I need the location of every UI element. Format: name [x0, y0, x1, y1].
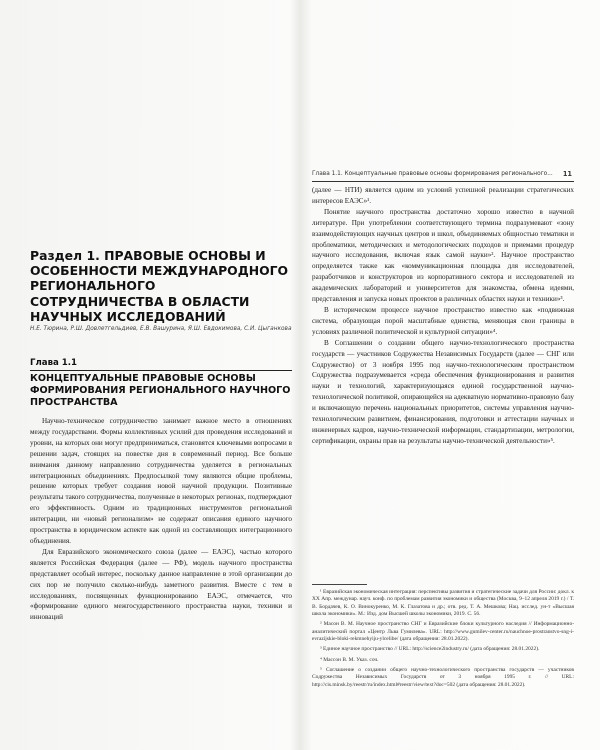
- footnote-rule: [312, 584, 367, 585]
- paragraph: Научно-техническое сотрудничество занимает важное место в отношениях между государствами. Формы коллективных усилий для проведения исследований и уровни, на которых они могут предприниматься, становятся ключевыми вопросами в решении задач, стоящих на повестке дня в современный период. Все больше внимания данному направлению сотрудничества уделяется в региональных интеграционных объединениях. Предпосылкой тому являются общие проблемы, решение которых требует создания новой научной продукции. Позитивные результаты такого сотрудничества, полученные в некоторых регионах, подтверждают его эффективность. Одним из традиционных инструментов региональной интеграции, ни «новый регионализм» не содержат описания единого научного пространства в юридическом аспекте как одной из составляющих интеграционного объединения.: [30, 417, 292, 545]
- footnote: ¹ Евразийская экономическая интеграция: перспективы развития и стратегические задачи для России: докл. к XX Апр. междунар. науч. конф. по проблемам развития экономики и общества (Москва, 9–12 апреля 2019 г.) / Т. В. Бордачев, К. О. Винокуренко, М. К. Глазатова и др.; отв. ред. Т. А. Мешкова; Нац. исслед. ун-т «Высшая школа экономики». М.: Изд. дом Высшей школы экономики, 2019. С. 56.: [312, 589, 574, 618]
- page-number: 11: [562, 170, 572, 178]
- chapter-label: Глава 1.1: [30, 358, 78, 368]
- authors-line: Н.Е. Тюрина, Р.Ш. Довлетгельдиев, Е.В. Вашурина, Я.Ш. Евдокимова, С.И. Цыганкова: [30, 326, 292, 332]
- footnote: ² Масон В. М. Научное пространство СНГ и Евразийские блоки культурного наследия // Информационно-аналитический портал «Центр Льва Гумилева». URL: http://www.gumilev-center.ru/nauchnoe-prostranstvo-sng-i-evrazijskie-bloki-rekmnehyiju-ylcelibe/ (дата обращения: 28.01.2022).: [312, 621, 574, 643]
- chapter-rule: [30, 370, 292, 371]
- paragraph: Понятие научного пространства достаточно хорошо известно в научной литературе. При употреблении соответствующего термина подразумевают «зону взаимодействующих научных центров и школ, объединяемых общностью тематики и проблематики, методических и методологических подходов и приемами процедур научного исследования, включая язык самой науки»². Научное пространство определяется также как «коммуникационная площадка для исследователей, разработчиков и конструкторов из корпоративного сектора и исследователей из академических лабораторий и университетов для знакомства, обмена идеями, представления и запуска новых проектов в различных областях науки и техники»³.: [312, 207, 574, 304]
- footnote: ³ Единое научное пространство // URL: http://science2industry.ru/ (дата обращения: 28.01.2022).: [320, 646, 540, 653]
- paragraph: В историческом процессе научное пространство известно как «подвижная система, образующая порой масштабные единства, меняющая свои границы в условиях различной политической и культурной ситуации»⁴.: [312, 305, 574, 336]
- paragraph: (далее — НТИ) является одним из условий успешной реализации стратегических интересов ЕАЭС»¹.: [312, 186, 574, 205]
- footnotes: [312, 589, 574, 692]
- paragraph: В Соглашении о создании общего научно-технологического пространства государств — участников Содружества Независимых Государств (далее — СНГ или Содружество) от 3 ноября 1995 под научно-технологическим пространством Содружества подразумевается «среда обеспечения функционирования и развития науки и технологий, характеризующаяся единой государственной научно-технологической политикой, опирающейся на адекватную нормативно-правовую базу и включающую перечень национальных приоритетов, системы управления научно-технологическим развитием, финансирования, подготовки и аттестации научных и инженерных кадров, научно-технической информации, стандартизации, метрологии, сертификации, охраны прав на результаты научно-технической деятельности»⁵.: [312, 338, 574, 445]
- right-body-text: [312, 185, 574, 447]
- paragraph: Для Евразийского экономического союза (далее — ЕАЭС), частью которого является Российская Федерация (далее — РФ), модель научного пространства представляет особый интерес, поскольку данное направление в этой организации до сих пор не получило сколько-нибудь заметного развития. Вместе с тем в исследованиях, посвященных функционированию ЕАЭС, отмечается, что «формирование единого межгосударственного пространства науки, техники и инноваций: [30, 547, 292, 622]
- right-page: [312, 0, 574, 750]
- footnote: ⁴ Массон В. М. Указ. соч.: [320, 656, 379, 663]
- section-title: Раздел 1. ПРАВОВЫЕ ОСНОВЫ И ОСОБЕННОСТИ МЕЖДУНАРОДНОГО РЕГИОНАЛЬНОГО СОТРУДНИЧЕСТВА В ОБЛАСТИ НАУЧНЫХ ИССЛЕДОВАНИЙ: [30, 248, 289, 324]
- running-header: [312, 170, 574, 182]
- left-body-text: [30, 416, 292, 623]
- left-page: [30, 0, 292, 750]
- footnote: ⁵ Соглашение о создании общего научно-технологического пространства государств — участников Содружества Независимых Государств от 3 ноября 1995 г. // URL: http://cis.minsk.by/reestr/ru/index.html#reestr/view/text?doc=502 (дата обращения: 28.01.2022).: [312, 667, 574, 688]
- chapter-title: КОНЦЕПТУАЛЬНЫЕ ПРАВОВЫЕ ОСНОВЫ ФОРМИРОВАНИЯ РЕГИОНАЛЬНОГО НАУЧНОГО ПРОСТРАНСТВА: [30, 373, 291, 408]
- running-header-text: Глава 1.1. Концептуальные правовые основы формирования регионального...: [312, 171, 553, 177]
